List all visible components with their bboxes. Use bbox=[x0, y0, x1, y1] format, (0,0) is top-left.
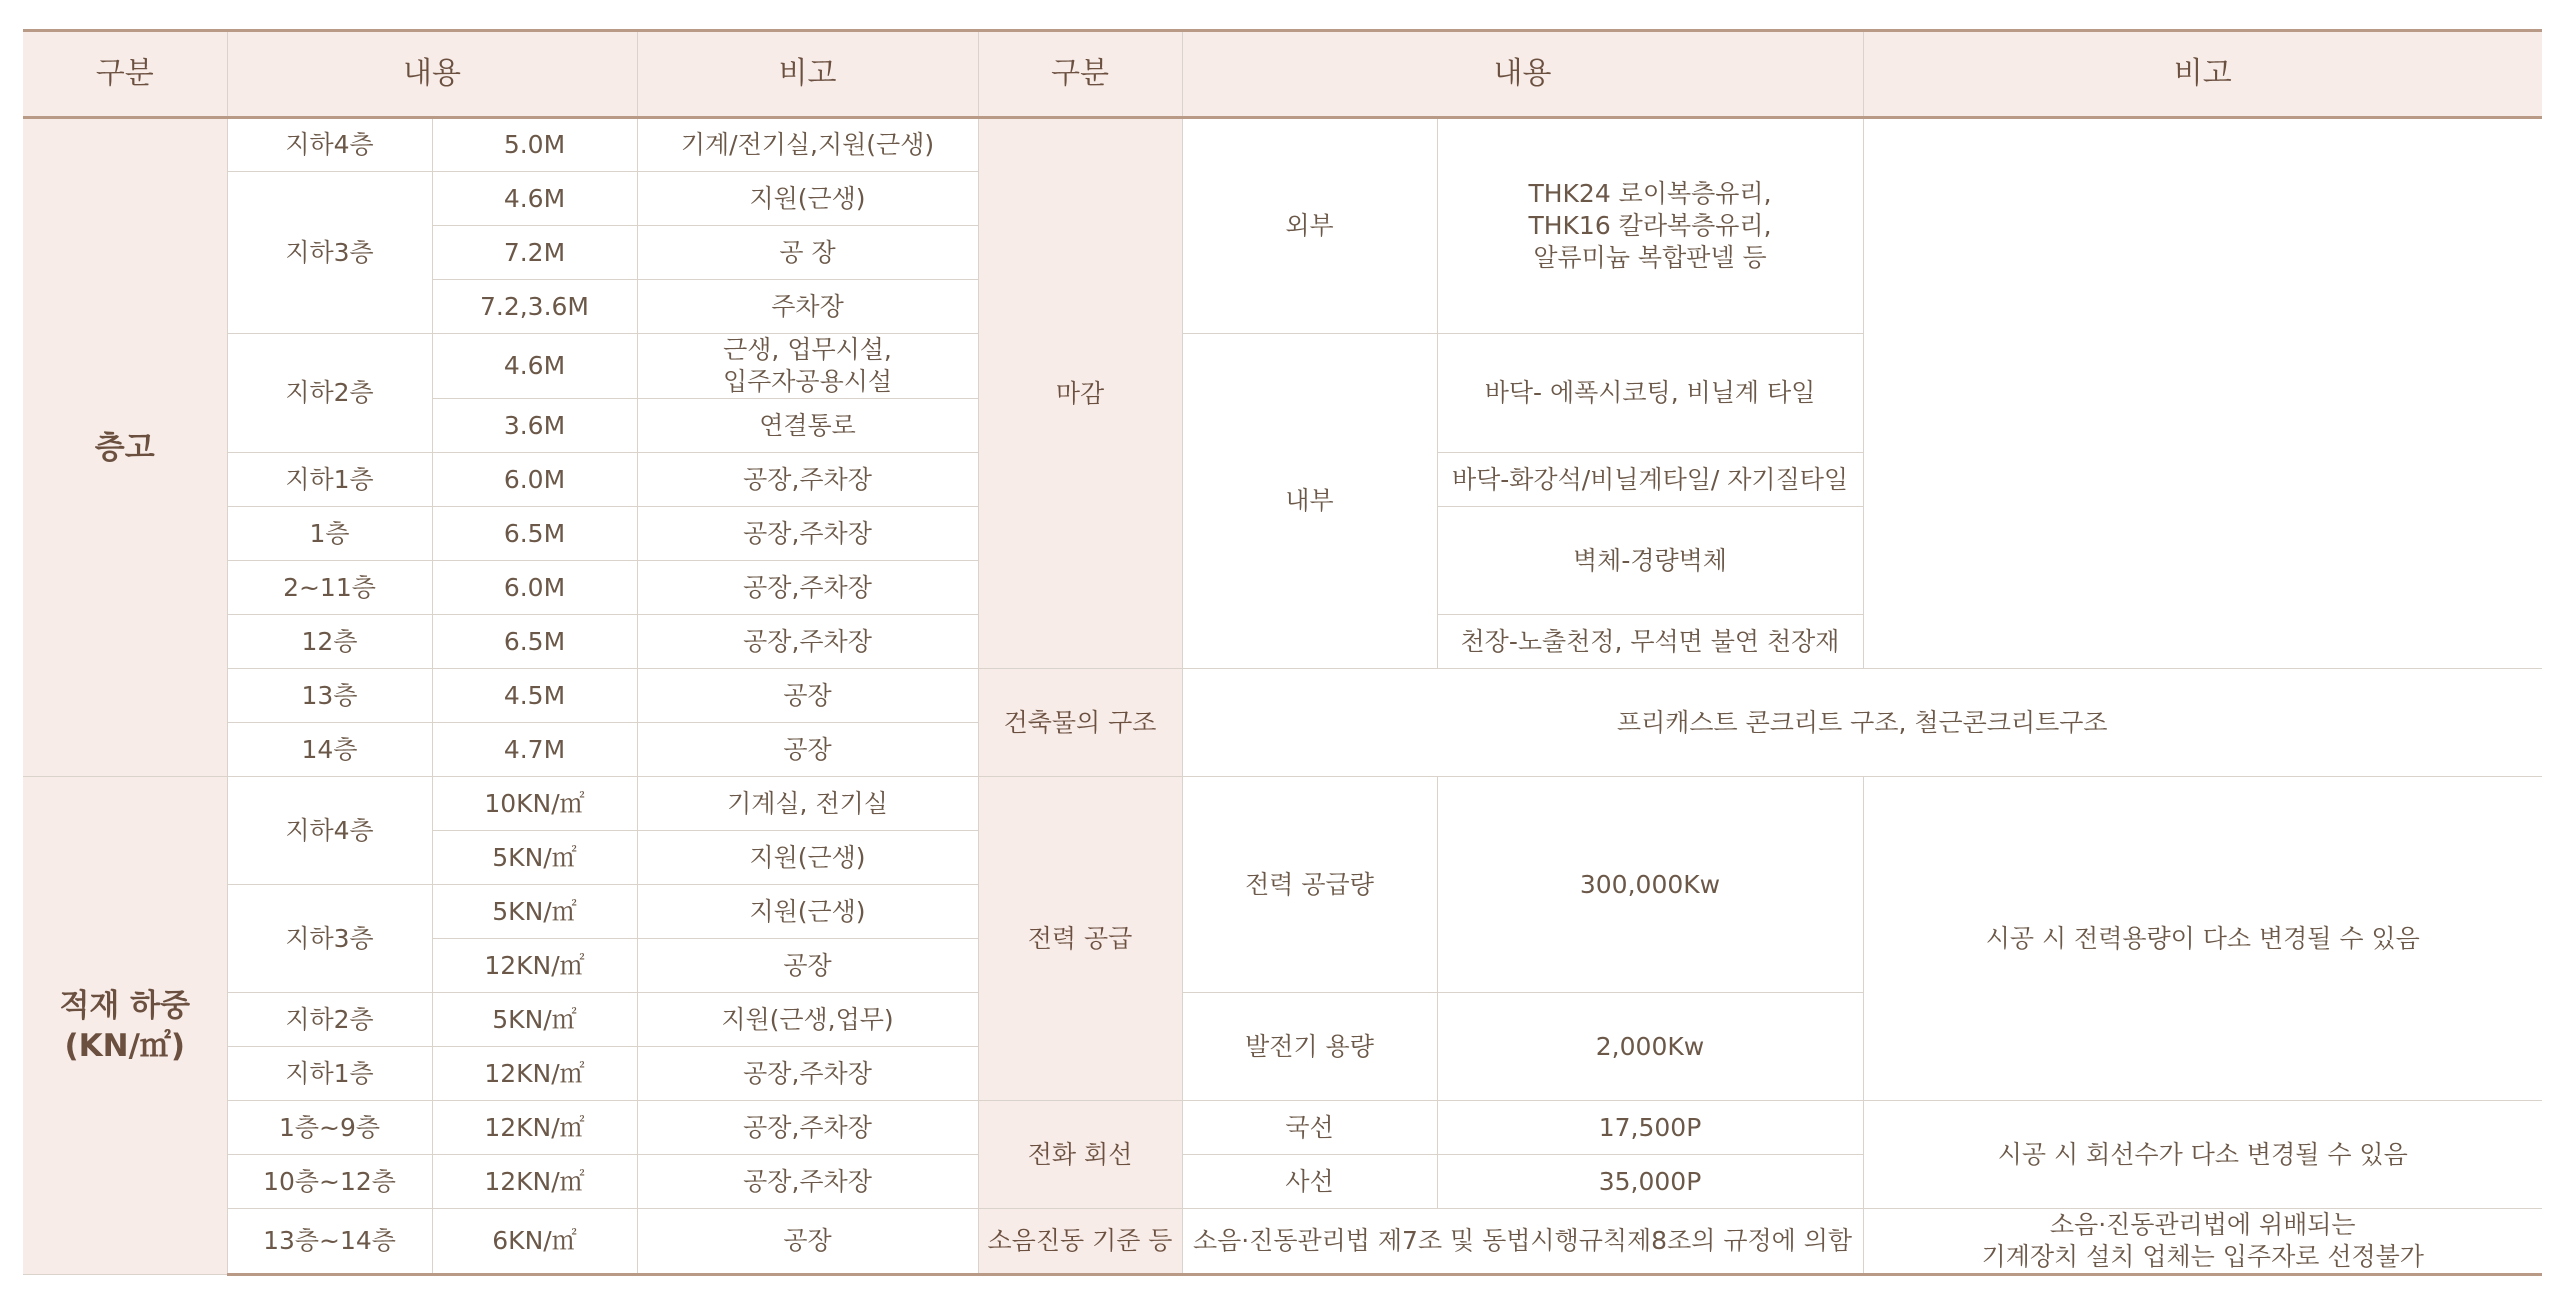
floor-height-category: 층고 bbox=[23, 118, 227, 777]
note-cell: 공장,주차장 bbox=[637, 561, 978, 615]
value-cell: 6.0M bbox=[432, 453, 637, 507]
note-cell: 공장,주차장 bbox=[637, 1155, 978, 1209]
note-cell: 지원(근생) bbox=[637, 831, 978, 885]
note-cell: 공장 bbox=[637, 1209, 978, 1275]
finish-category: 마감 bbox=[978, 118, 1182, 669]
value-cell: 6.0M bbox=[432, 561, 637, 615]
exterior-label: 외부 bbox=[1182, 118, 1437, 334]
floor-cell: 지하1층 bbox=[227, 1047, 432, 1101]
interior-label: 내부 bbox=[1182, 334, 1437, 669]
note-cell: 지원(근생,업무) bbox=[637, 993, 978, 1047]
table-row bbox=[23, 669, 2542, 723]
phone-category: 전화 회선 bbox=[978, 1101, 1182, 1209]
generator-label: 발전기 용량 bbox=[1182, 993, 1437, 1101]
floor-cell: 2~11층 bbox=[227, 561, 432, 615]
note-cell: 공장,주차장 bbox=[637, 1101, 978, 1155]
note-cell: 공 장 bbox=[637, 226, 978, 280]
note-cell: 공장,주차장 bbox=[637, 507, 978, 561]
value-cell: 6.5M bbox=[432, 615, 637, 669]
value-cell: 12KN/㎡ bbox=[432, 1101, 637, 1155]
note-cell: 주차장 bbox=[637, 280, 978, 334]
interior-value: 바닥- 에폭시코팅, 비닐계 타일 bbox=[1437, 334, 1863, 453]
value-cell: 5KN/㎡ bbox=[432, 885, 637, 939]
note-cell: 공장 bbox=[637, 723, 978, 777]
phone-internal-label: 사선 bbox=[1182, 1155, 1437, 1209]
phone-external-value: 17,500P bbox=[1437, 1101, 1863, 1155]
header-category-right: 구분 bbox=[978, 31, 1182, 118]
value-cell: 4.5M bbox=[432, 669, 637, 723]
value-cell: 5.0M bbox=[432, 118, 637, 172]
note-cell: 공장,주차장 bbox=[637, 1047, 978, 1101]
power-note: 시공 시 전력용량이 다소 변경될 수 있음 bbox=[1863, 777, 2542, 1101]
building-spec-table bbox=[23, 29, 2542, 1276]
table-row bbox=[23, 1209, 2542, 1275]
note-cell: 기계실, 전기실 bbox=[637, 777, 978, 831]
spec-table-container bbox=[23, 29, 2542, 1276]
power-category: 전력 공급 bbox=[978, 777, 1182, 1101]
value-cell: 7.2,3.6M bbox=[432, 280, 637, 334]
floor-cell: 13층~14층 bbox=[227, 1209, 432, 1275]
floor-cell: 13층 bbox=[227, 669, 432, 723]
table-row bbox=[23, 118, 2542, 172]
floor-cell: 지하3층 bbox=[227, 172, 432, 334]
floor-cell: 지하1층 bbox=[227, 453, 432, 507]
structure-value: 프리캐스트 콘크리트 구조, 철근콘크리트구조 bbox=[1182, 669, 2542, 777]
value-cell: 4.7M bbox=[432, 723, 637, 777]
floor-cell: 지하2층 bbox=[227, 993, 432, 1047]
value-cell: 5KN/㎡ bbox=[432, 993, 637, 1047]
floor-cell: 1층~9층 bbox=[227, 1101, 432, 1155]
floor-cell: 12층 bbox=[227, 615, 432, 669]
header-note-left: 비고 bbox=[637, 31, 978, 118]
value-cell: 6KN/㎡ bbox=[432, 1209, 637, 1275]
header-content-right: 내용 bbox=[1182, 31, 1863, 118]
value-cell: 5KN/㎡ bbox=[432, 831, 637, 885]
value-cell: 12KN/㎡ bbox=[432, 1155, 637, 1209]
value-cell: 10KN/㎡ bbox=[432, 777, 637, 831]
structure-category: 건축물의 구조 bbox=[978, 669, 1182, 777]
header-category-left: 구분 bbox=[23, 31, 227, 118]
value-cell: 4.6M bbox=[432, 172, 637, 226]
note-cell: 공장,주차장 bbox=[637, 453, 978, 507]
interior-value: 벽체-경량벽체 bbox=[1437, 507, 1863, 615]
finish-note-empty bbox=[1863, 118, 2542, 669]
value-cell: 12KN/㎡ bbox=[432, 939, 637, 993]
value-cell: 3.6M bbox=[432, 399, 637, 453]
phone-external-label: 국선 bbox=[1182, 1101, 1437, 1155]
value-cell: 4.6M bbox=[432, 334, 637, 399]
note-cell: 지원(근생) bbox=[637, 885, 978, 939]
note-cell: 근생, 업무시설, 입주자공용시설 bbox=[637, 334, 978, 399]
value-cell: 12KN/㎡ bbox=[432, 1047, 637, 1101]
note-cell: 공장 bbox=[637, 939, 978, 993]
header-row bbox=[23, 31, 2542, 118]
interior-value: 바닥-화강석/비닐계타일/ 자기질타일 bbox=[1437, 453, 1863, 507]
floor-cell: 1층 bbox=[227, 507, 432, 561]
value-cell: 6.5M bbox=[432, 507, 637, 561]
floor-cell: 지하2층 bbox=[227, 334, 432, 453]
note-cell: 기계/전기실,지원(근생) bbox=[637, 118, 978, 172]
noise-note: 소음·진동관리법에 위배되는 기계장치 설치 업체는 입주자로 선정불가 bbox=[1863, 1209, 2542, 1275]
floor-cell: 14층 bbox=[227, 723, 432, 777]
table-row bbox=[23, 777, 2542, 831]
table-row bbox=[23, 1101, 2542, 1155]
generator-value: 2,000Kw bbox=[1437, 993, 1863, 1101]
note-cell: 연결통로 bbox=[637, 399, 978, 453]
note-cell: 공장 bbox=[637, 669, 978, 723]
floor-cell: 지하4층 bbox=[227, 777, 432, 885]
noise-category: 소음진동 기준 등 bbox=[978, 1209, 1182, 1275]
note-cell: 지원(근생) bbox=[637, 172, 978, 226]
power-supply-label: 전력 공급량 bbox=[1182, 777, 1437, 993]
value-cell: 7.2M bbox=[432, 226, 637, 280]
phone-internal-value: 35,000P bbox=[1437, 1155, 1863, 1209]
power-supply-value: 300,000Kw bbox=[1437, 777, 1863, 993]
phone-note: 시공 시 회선수가 다소 변경될 수 있음 bbox=[1863, 1101, 2542, 1209]
floor-cell: 지하3층 bbox=[227, 885, 432, 993]
floor-cell: 10층~12층 bbox=[227, 1155, 432, 1209]
interior-value: 천장-노출천정, 무석면 불연 천장재 bbox=[1437, 615, 1863, 669]
exterior-value: THK24 로이복층유리, THK16 칼라복층유리, 알류미늄 복합판넬 등 bbox=[1437, 118, 1863, 334]
note-cell: 공장,주차장 bbox=[637, 615, 978, 669]
header-note-right: 비고 bbox=[1863, 31, 2542, 118]
noise-value: 소음·진동관리법 제7조 및 동법시행규칙제8조의 규정에 의함 bbox=[1182, 1209, 1863, 1275]
floor-cell: 지하4층 bbox=[227, 118, 432, 172]
load-category: 적재 하중 (KN/㎡) bbox=[23, 777, 227, 1275]
header-content-left: 내용 bbox=[227, 31, 637, 118]
